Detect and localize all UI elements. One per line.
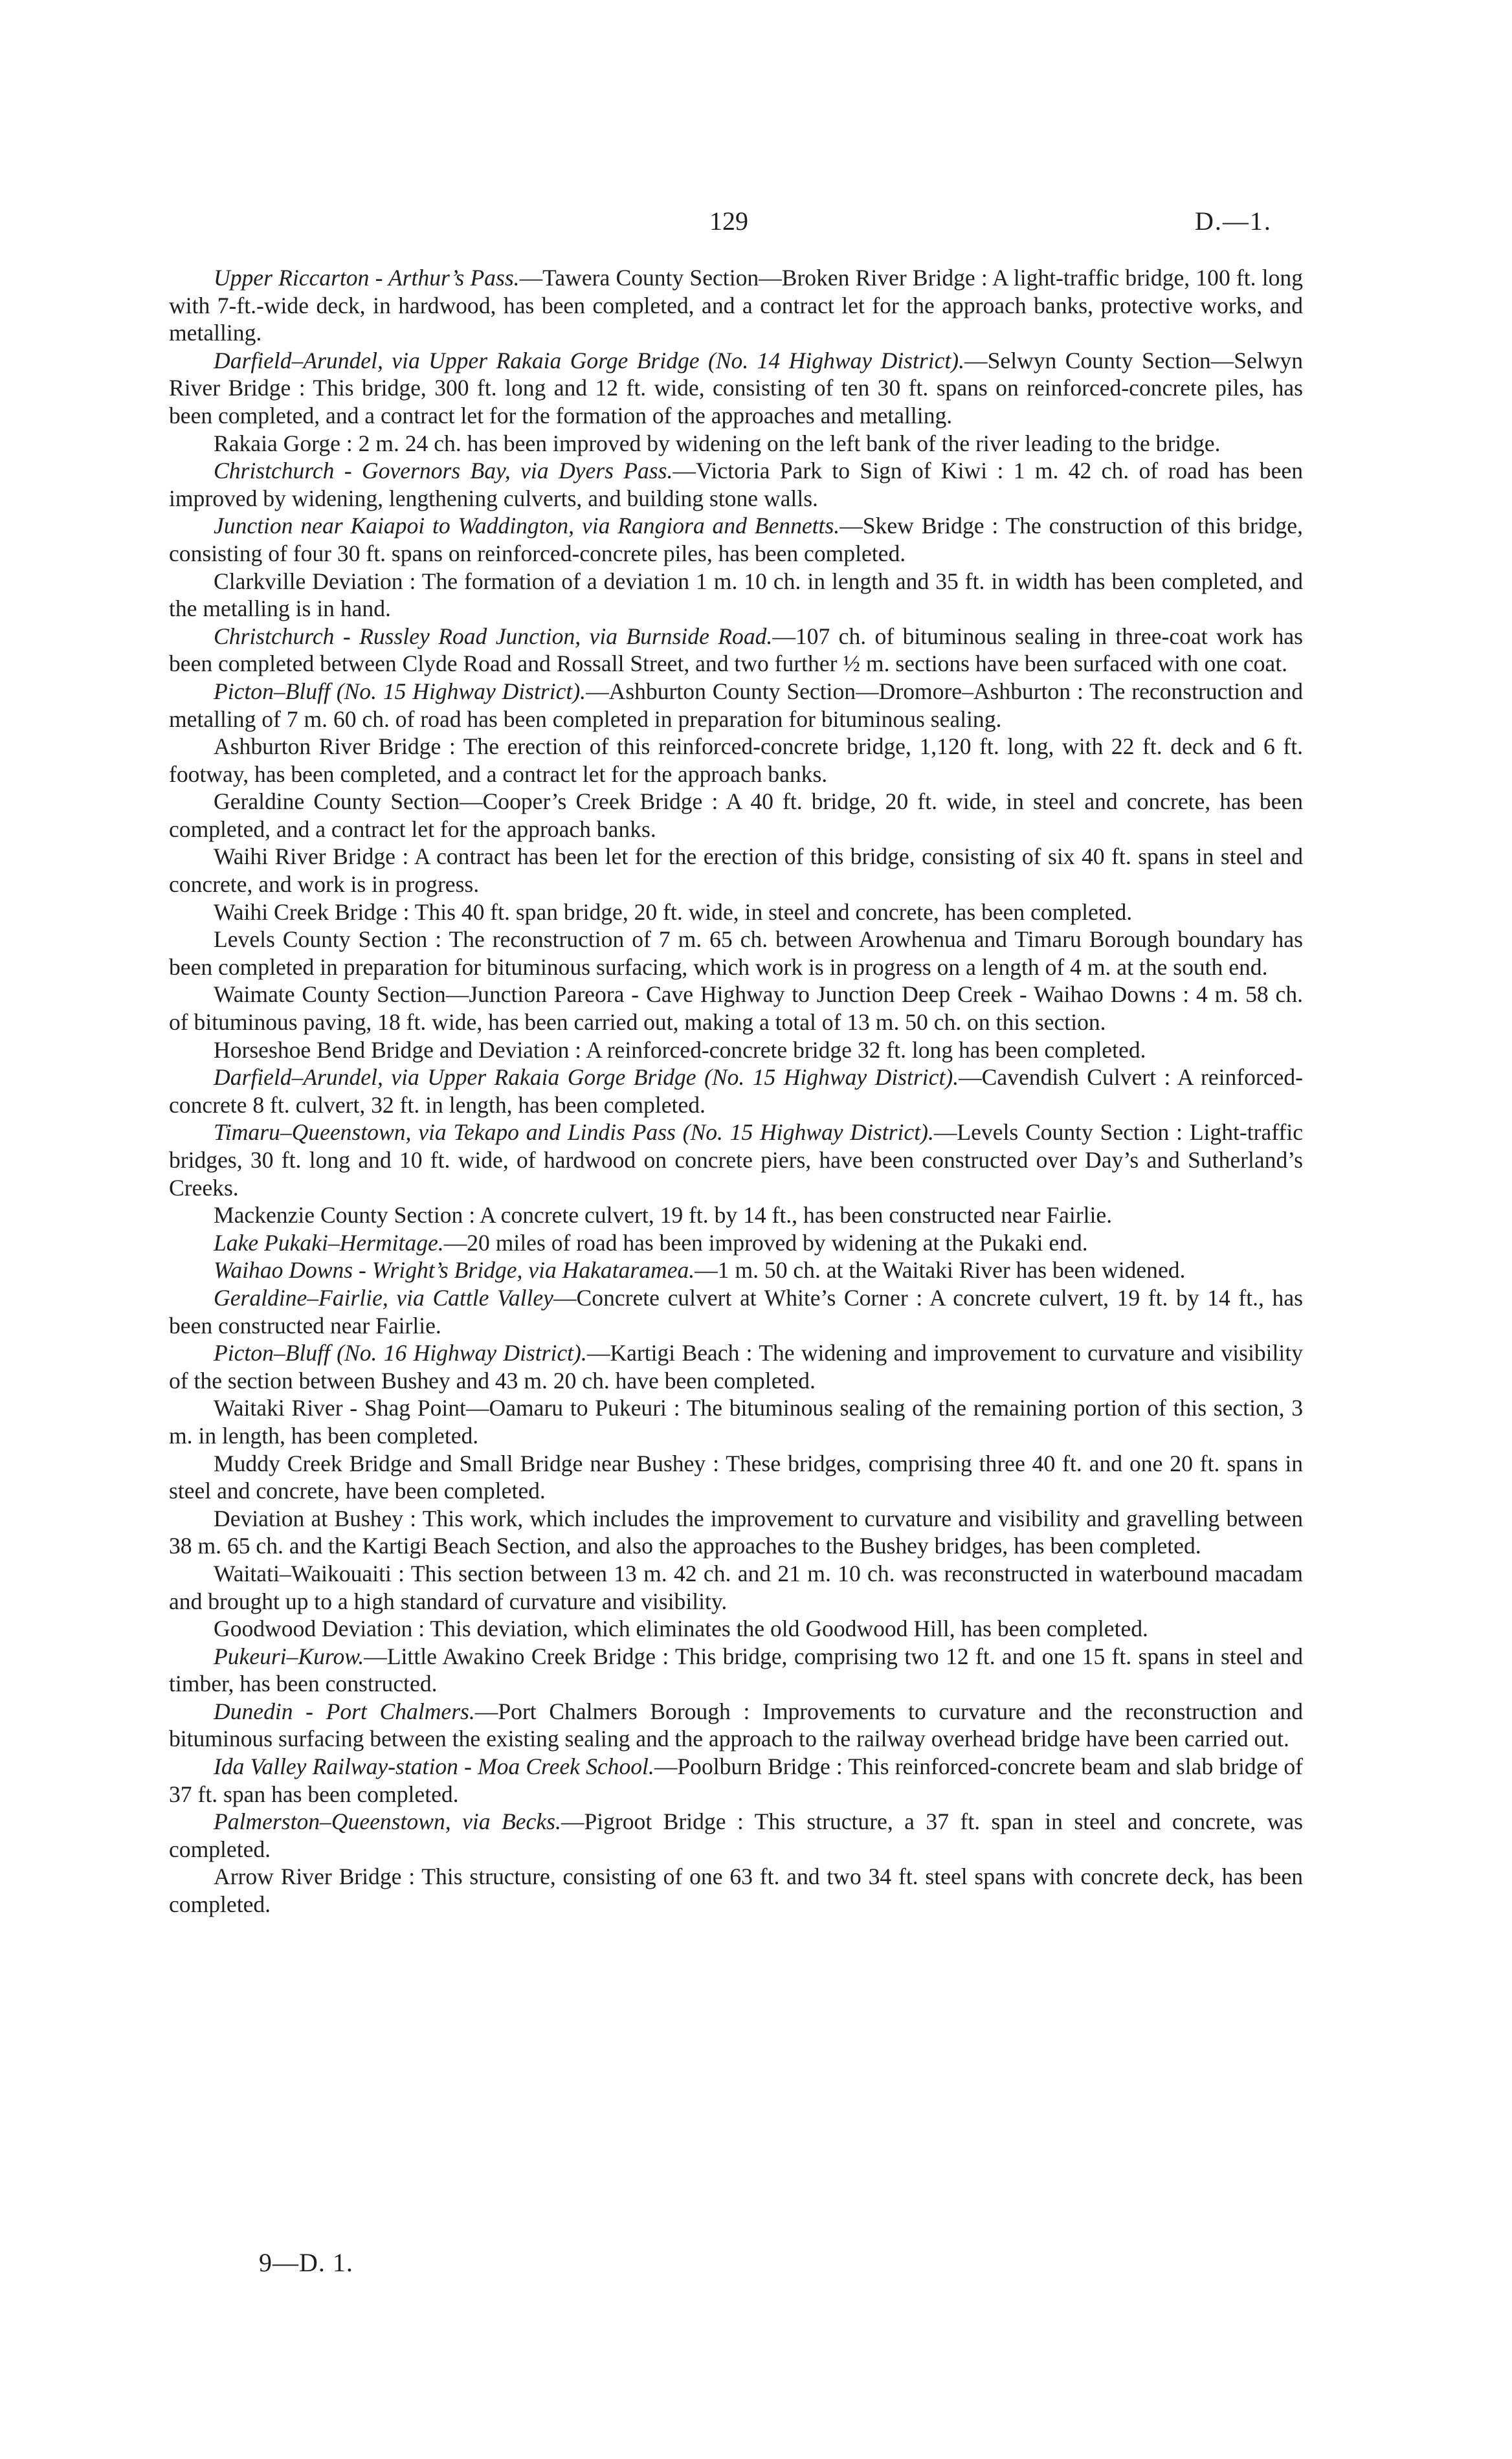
paragraph-text: —Ashburton County Section—Dromore–Ashburton : The reconstruction and metalling of 7 m. 60 ch. of road has been completed in preparation for bituminous sealing. [169,678,1303,732]
paragraph-text: Ashburton River Bridge : The erection of this reinforced-concrete bridge, 1,120 ft. long, with 22 ft. deck and 6 ft. footway, has been completed, and a contract let for the approach banks. [169,733,1303,787]
paragraph-goodwood-deviation [169,1615,1303,1643]
paragraph-text: —20 miles of road has been improved by widening at the Pukaki end. [443,1229,1088,1256]
paragraph-levels-county [169,926,1303,981]
paragraph-heading: Pukeuri–Kurow. [214,1643,364,1669]
paragraph-text: —Selwyn County Section—Selwyn River Bridge : This bridge, 300 ft. long and 12 ft. wide, consisting of ten 30 ft. spans on reinforced-concrete piles, has been completed, and a contract let for the formation of the approaches and metalling. [169,347,1303,428]
paragraph-christchurch-russley [169,623,1303,678]
paragraph-heading: Geraldine–Fairlie, via Cattle Valley [214,1284,553,1311]
paragraph-text: Horseshoe Bend Bridge and Deviation : A reinforced-concrete bridge 32 ft. long has been completed. [214,1036,1146,1063]
paragraph-darfield-arundel-15 [169,1063,1303,1118]
paragraph-heading: Picton–Bluff (No. 15 Highway District). [214,678,586,704]
paragraph-palmerston-queenstown [169,1808,1303,1863]
paragraph-waihi-creek-bridge [169,898,1303,926]
paragraph-clarkville-deviation [169,568,1303,623]
paragraph-text: Deviation at Bushey : This work, which includes the improvement to curvature and visibility and gravelling between 38 m. 65 ch. and the Kartigi Beach Section, and also the approaches to the Bushey bridges, has been completed. [169,1505,1303,1559]
paragraph-text: Rakaia Gorge : 2 m. 24 ch. has been improved by widening on the left bank of the river leading to the bridge. [214,430,1221,456]
paragraph-kaiapoi-waddington [169,512,1303,567]
sheet-signature: 9—D. 1. [259,2248,353,2277]
paragraph-pukeuri-kurow [169,1643,1303,1698]
paragraph-waihi-river-bridge [169,843,1303,898]
paragraph-coopers-creek-bridge [169,788,1303,843]
paragraph-text: Waitati–Waikouaiti : This section between 13 m. 42 ch. and 21 m. 10 ch. was reconstructed in waterbound macadam and brought up to a high standard of curvature and visibility. [169,1560,1303,1614]
paragraph-waitaki-shag-point [169,1394,1303,1449]
paragraph-text: Goodwood Deviation : This deviation, which eliminates the old Goodwood Hill, has been completed. [214,1616,1148,1642]
page-number: 129 [709,206,748,236]
paragraph-heading: Picton–Bluff (No. 16 Highway District). [214,1340,587,1366]
paragraph-waihao-downs [169,1256,1303,1284]
paragraph-timaru-queenstown [169,1118,1303,1201]
paragraph-text: —107 ch. of bituminous sealing in three-coat work has been completed between Clyde Road and Rossall Street, and two further ½ m. sections have been surfaced with one coat. [169,623,1303,677]
paragraph-text: —Pigroot Bridge : This structure, a 37 ft. span in steel and concrete, was completed. [169,1808,1303,1862]
paragraph-text: Waimate County Section—Junction Pareora - Cave Highway to Junction Deep Creek - Waihao Downs : 4 m. 58 ch. of bituminous paving, 18 ft. wide, has been carried out, making a total of 13 m. 50 ch. on this section. [169,981,1303,1036]
paragraph-heading: Christchurch - Governors Bay, via Dyers Pass. [214,458,673,484]
paragraph-text: Waitaki River - Shag Point—Oamaru to Pukeuri : The bituminous sealing of the remaining portion of this section, 3 m. in length, has been completed. [169,1395,1303,1449]
paragraph-picton-bluff-15 [169,678,1303,733]
paragraph-deviation-bushey [169,1505,1303,1560]
document-reference: D.—1. [1195,206,1272,236]
paragraph-text: —Kartigi Beach : The widening and improvement to curvature and visibility of the section between Bushey and 43 m. 20 ch. have been completed. [169,1340,1303,1394]
paragraph-waimate-county [169,981,1303,1036]
paragraph-ida-valley [169,1753,1303,1808]
paragraph-text: —Levels County Section : Light-traffic bridges, 30 ft. long and 10 ft. wide, of hardwood on concrete piers, have been constructed over Day’s and Sutherland’s Creeks. [169,1119,1303,1201]
paragraph-text: —Little Awakino Creek Bridge : This bridge, comprising two 12 ft. and one 15 ft. spans in steel and timber, has been constructed. [169,1643,1303,1697]
paragraph-heading: Darfield–Arundel, via Upper Rakaia Gorge Bridge (No. 14 Highway District). [214,347,965,373]
paragraph-christchurch-governors-bay [169,457,1303,512]
paragraph-heading: Ida Valley Railway-station - Moa Creek School. [214,1753,654,1780]
paragraph-geraldine-fairlie [169,1284,1303,1339]
paragraph-text: Waihi River Bridge : A contract has been let for the erection of this bridge, consisting of six 40 ft. spans in steel and concrete, and work is in progress. [169,843,1303,898]
paragraph-upper-riccarton [169,264,1303,347]
paragraph-text: Geraldine County Section—Cooper’s Creek Bridge : A 40 ft. bridge, 20 ft. wide, in steel and concrete, has been completed, and a contract let for the approach banks. [169,788,1303,842]
paragraph-arrow-river-bridge [169,1863,1303,1918]
paragraph-heading: Junction near Kaiapoi to Waddington, via Rangiora and Bennetts. [214,513,840,539]
paragraph-heading: Palmerston–Queenstown, via Becks. [214,1808,561,1835]
paragraph-lake-pukaki [169,1229,1303,1257]
paragraph-text: Muddy Creek Bridge and Small Bridge near Bushey : These bridges, comprising three 40 ft. and one 20 ft. spans in steel and concrete, have been completed. [169,1450,1303,1504]
paragraph-text: —Skew Bridge : The construction of this bridge, consisting of four 30 ft. spans on reinforced-concrete piles, has been completed. [169,513,1303,566]
paragraph-text: —Poolburn Bridge : This reinforced-concrete beam and slab bridge of 37 ft. span has been completed. [169,1753,1303,1807]
paragraph-heading: Waihao Downs - Wright’s Bridge, via Hakataramea. [214,1257,695,1284]
paragraph-text: —Concrete culvert at White’s Corner : A concrete culvert, 19 ft. by 14 ft., has been constructed near Fairlie. [169,1284,1303,1339]
paragraph-darfield-arundel-14 [169,347,1303,430]
paragraph-heading: Christchurch - Russley Road Junction, via Burnside Road. [214,623,773,649]
paragraph-heading: Darfield–Arundel, via Upper Rakaia Gorge Bridge (No. 15 Highway District). [214,1064,959,1091]
paragraph-ashburton-river-bridge [169,733,1303,788]
paragraph-heading: Dunedin - Port Chalmers. [214,1698,475,1724]
paragraph-horseshoe-bend [169,1036,1303,1064]
paragraph-rakaia-gorge [169,430,1303,458]
paragraph-dunedin-port-chalmers [169,1698,1303,1753]
paragraph-text: Mackenzie County Section : A concrete culvert, 19 ft. by 14 ft., has been constructed near Fairlie. [214,1202,1113,1229]
paragraph-text: —Cavendish Culvert : A reinforced-concrete 8 ft. culvert, 32 ft. in length, has been completed. [169,1064,1303,1118]
document-body [169,264,1303,1919]
paragraph-text: —1 m. 50 ch. at the Waitaki River has been widened. [695,1257,1186,1284]
paragraph-text: —Tawera County Section—Broken River Bridge : A light-traffic bridge, 100 ft. long with 7-ft.-wide deck, in hardwood, has been completed, and a contract let for the approach banks, protective works, and metalling. [169,265,1303,346]
paragraph-muddy-creek-bridge [169,1450,1303,1505]
paragraph-text: Levels County Section : The reconstruction of 7 m. 65 ch. between Arowhenua and Timaru Borough boundary has been completed in preparation for bituminous surfacing, which work is in progress on a length of 4 m. at the south end. [169,926,1303,980]
paragraph-picton-bluff-16 [169,1339,1303,1394]
paragraph-heading: Upper Riccarton - Arthur’s Pass. [214,265,520,291]
paragraph-text: —Victoria Park to Sign of Kiwi : 1 m. 42 ch. of road has been improved by widening, lengthening culverts, and building stone walls. [169,458,1303,511]
paragraph-heading: Timaru–Queenstown, via Tekapo and Lindis Pass (No. 15 Highway District). [214,1119,934,1146]
paragraph-text: Arrow River Bridge : This structure, consisting of one 63 ft. and two 34 ft. steel spans with concrete deck, has been completed. [169,1864,1303,1918]
paragraph-mackenzie-county [169,1201,1303,1229]
paragraph-text: Clarkville Deviation : The formation of a deviation 1 m. 10 ch. in length and 35 ft. in width has been completed, and the metalling is in hand. [169,568,1303,622]
paragraph-text: —Port Chalmers Borough : Improvements to curvature and the reconstruction and bituminous surfacing between the existing sealing and the approach to the railway overhead bridge have been carried out. [169,1698,1303,1752]
paragraph-text: Waihi Creek Bridge : This 40 ft. span bridge, 20 ft. wide, in steel and concrete, has been completed. [214,898,1133,925]
paragraph-waitati-waikouaiti [169,1560,1303,1615]
paragraph-heading: Lake Pukaki–Hermitage. [214,1229,444,1256]
